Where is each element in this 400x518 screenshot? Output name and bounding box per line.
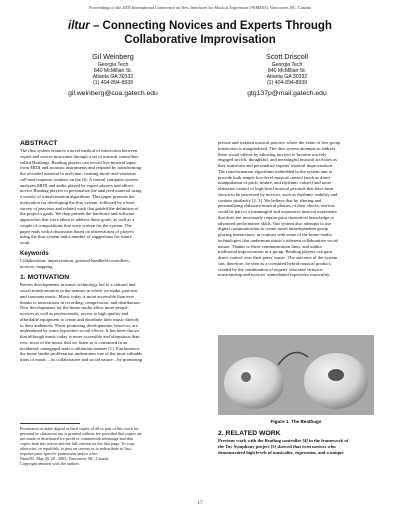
- text-line: direct control over their peers' music. The outcome of the system: [218, 255, 338, 260]
- motivation-body: [20, 282, 183, 363]
- author-affiliation-line: Atlanta GA 30332: [92, 73, 134, 80]
- text-line: digital communication to create novel interdependent group: [218, 226, 328, 232]
- beatbug-left: [224, 357, 284, 409]
- text-line: traditional improvisation in a group, Beatbug players can gain: [218, 249, 332, 255]
- footnote-rule: [20, 423, 80, 424]
- text-line: the home studio proliferation undermines one of the most valuable: [20, 351, 143, 357]
- author-affiliation-line: Atlanta GA 30332: [266, 73, 308, 80]
- text-line: musicianship and novices' unmediated expressive musicality.: [218, 272, 331, 278]
- text-line: undermined by some byproduct social effects. It has been shown: [20, 328, 139, 334]
- figure-caption: Figure 1. The Beatbugs: [270, 419, 322, 424]
- motivation-heading: 1. MOTIVATION: [20, 274, 70, 282]
- text-line: the Toy Symphony project [5] showed that even novices who: [218, 443, 336, 449]
- text-line: couple of compositions that were written for the system. The: [20, 222, 132, 228]
- text-line: novices as well as professionals, access to high quality and: [20, 311, 129, 316]
- beatbug-button: [328, 369, 344, 381]
- title-line-2: Collaborative Improvisation: [124, 33, 276, 46]
- text-line: novice Beatbug players to personalize the analyzed material using: [20, 188, 142, 194]
- text-line: ever, most of the music that we listen to is consumed in an: [20, 339, 128, 345]
- author-affiliation-line: Georgia Tech: [97, 61, 129, 68]
- related-work-heading: 2. RELATED WORK: [218, 430, 281, 437]
- text-line: private and isolated musical practice where the value of live group: [218, 140, 341, 145]
- text-line: paper ends with a discussion based on observations of players: [20, 228, 134, 234]
- left-column: [20, 140, 183, 363]
- text-line: Permission to make digital or hard copies of all or part of this work for: [20, 426, 139, 431]
- text-line: New developments for the home studio allow more people,: [20, 305, 129, 311]
- text-line: The iltur system features a novel method of interaction between: [20, 148, 138, 153]
- title-system-name: iltur: [68, 20, 90, 32]
- text-line: survey of previous and related work that guided the definition of: [20, 205, 139, 211]
- text-line: analyzes MIDI and audio played by expert players and allows: [20, 182, 134, 188]
- text-line: provide both simple low-level musical control (such as direct: [218, 174, 331, 180]
- copyright-footnote: [20, 423, 183, 466]
- text-line: the project's goals. We then present the hardware and software: [20, 211, 135, 217]
- text-line: these social effects by allowing novices to become actively: [218, 151, 327, 157]
- text-line: and consume music. Music today is more accessible than ever: [20, 293, 135, 299]
- text-line: they transform and personalize experts' musical improvisation.: [218, 163, 334, 168]
- author-affiliation-line: Georgia Tech: [271, 61, 303, 68]
- text-line: novices, mapping: [20, 263, 53, 269]
- text-line: demonstrated high levels of musicality, expression, and a unique: [218, 449, 344, 455]
- text-line: approaches that were taken to address these goals, as well as a: [20, 217, 135, 222]
- text-line: contour similarity [2, 3]. We believe that by altering and: [218, 197, 322, 203]
- abstract-body: [20, 148, 183, 246]
- author-block-2: [212, 53, 362, 98]
- text-line: incidental, unengaged and/or utilitarian manner [1]. Furthermore,: [20, 345, 141, 351]
- text-line: personal or classroom use is granted without fee provided that copies are: [20, 431, 142, 436]
- text-line: manipulation of pitch, timbre, and rhythmic values) and more: [218, 180, 332, 186]
- footnote-body: [20, 426, 183, 466]
- text-line: requires prior specific permission and/or a fee.: [20, 451, 99, 456]
- text-line: shown to be perceived by novices, such as rhythmic stability and: [218, 191, 338, 197]
- right-body: [218, 140, 381, 278]
- text-line: playing interactions, in contrast with some of the home-studio: [218, 232, 332, 237]
- text-line: using the iltur system and a number of suggestions for future: [20, 234, 132, 240]
- text-line: that although music today is more accessible and ubiquitous than: [20, 334, 140, 339]
- author-block-1: [38, 53, 188, 98]
- author-email: gtg137p@mail.gatech.edu: [247, 90, 327, 98]
- text-line: elaborate control of high-level musical percepts that have been: [218, 186, 334, 191]
- text-line: otherwise, or republish, to post on servers or to redistribute to lists,: [20, 446, 133, 451]
- text-line: created by the combination of experts' educated virtuosic: [218, 266, 323, 272]
- author-affiliation-line: (1) 404-894-8939: [92, 80, 134, 87]
- text-line: The transformation algorithms embedded in the system aim to: [218, 168, 333, 174]
- beatbug-eye: [241, 372, 251, 382]
- author-email: gil.weinberg@coa.gatech.edu: [68, 90, 158, 98]
- text-line: affordable equipment to create and distribute their music directly: [20, 316, 140, 322]
- author-affiliation-line: 840 McMillan St.: [93, 67, 133, 74]
- paper-title: [20, 20, 380, 47]
- text-line: called Beatbugs. Beatbug players can record live musical input: [20, 159, 136, 165]
- text-line: can, therefore, be seen as a crossbred hybrid musical product,: [218, 260, 332, 266]
- text-line: that does not necessarily require prior theoretical knowledge or: [218, 214, 335, 220]
- text-line: expert and novice musicians through a set of musical controllers: [20, 153, 139, 159]
- right-column: [218, 140, 381, 278]
- text-line: Nime'05, May 26-28 , 2005, Vancouver, BC, Canada: [20, 456, 109, 461]
- abstract-heading: ABSTRACT: [20, 140, 58, 147]
- text-line: traits of music – its collaborative and social nature – by promoting: [20, 357, 143, 362]
- text-line: interaction is marginalized. The iltur system attempts to address: [218, 145, 336, 151]
- text-line: advanced performance skills. Our system also attempts to use: [218, 220, 332, 226]
- text-line: engaged in rich, thoughtful, and meaningful musical activities as: [218, 157, 337, 163]
- author-name: Gil Weinberg: [92, 52, 134, 61]
- text-line: Recent developments in music technology led to a cultural and: [20, 282, 136, 288]
- text-line: thanks to innovations in recording, compression, and distribution.: [20, 299, 141, 305]
- text-line: the recorded material in real-time, creating motif-and-variation: [20, 171, 136, 176]
- related-work-section: [218, 430, 381, 455]
- text-line: to their audiences. These promising developments, however, are: [20, 322, 138, 328]
- text-line: call-and-response routines on the fly. A central computer system: [20, 176, 138, 182]
- text-line: Copyright remains with the authors: [20, 461, 80, 466]
- text-line: nature. Thanks to these communication lines, and unlike: [218, 243, 322, 249]
- text-line: Collaboration, improvisation, gestrual handheld controllers,: [20, 257, 130, 263]
- beatbugs-figure: [218, 335, 374, 415]
- text-line: work.: [20, 240, 31, 245]
- text-line: Previous work with the Beatbug controller [4] in the framework of: [218, 438, 349, 443]
- author-affiliation-line: 840 McMillan St.: [267, 67, 307, 74]
- text-line: not made or distributed for profit or commercial advantage and that: [20, 436, 134, 441]
- title-line-1: – Connecting Novices and Experts Through: [89, 20, 332, 32]
- page-number: 17: [197, 501, 203, 506]
- proceedings-header: Proceedings of the 2005 International Conference on New Interfaces for Musical Expression (NIME05), Vancouver, BC, Canada: [89, 5, 311, 10]
- text-line: could be part of a meaningful and expressive musical experience: [218, 209, 338, 214]
- text-line: personalizing elaborate musical phrases of their choice, novices: [218, 203, 336, 209]
- keywords-body: [20, 258, 183, 270]
- text-line: motivation for developing the iltur system, followed by a brief: [20, 199, 135, 205]
- text-line: technologies that undermine music's inherent collaborative social: [218, 237, 338, 243]
- keywords-heading: Keywords: [20, 250, 49, 257]
- text-line: copies bear this notice and the full citation on the first page. To copy: [20, 441, 135, 446]
- author-name: Scott Driscoll: [266, 52, 308, 61]
- text-line: a variety of transformation algorithms. This paper presents the: [20, 194, 135, 199]
- text-line: from MIDI and acoustic instruments and respond by transforming: [20, 165, 142, 171]
- author-affiliation-line: (1) 404-894-8939: [266, 80, 308, 87]
- text-line: social transformation in the manner in which we make, perform,: [20, 288, 139, 293]
- beatbugs-photo: [218, 335, 374, 415]
- related-work-body: [218, 438, 381, 455]
